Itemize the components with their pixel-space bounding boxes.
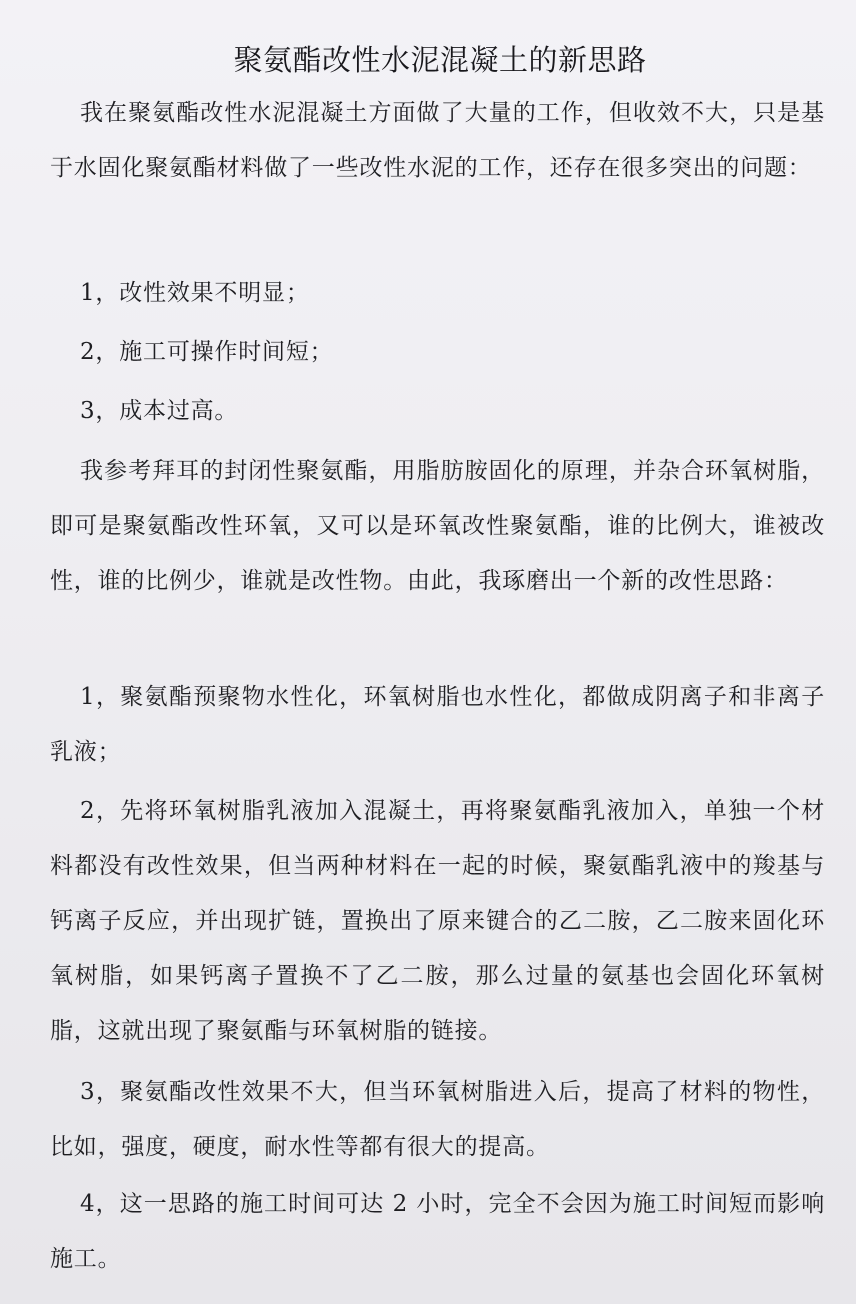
step-item-2: 2，先将环氧树脂乳液加入混凝土，再将聚氨酯乳液加入，单独一个材料都没有改性效果，但当两种材料在一起的时候，聚氨酯乳液中的羧基与钙离子反应，并出现扩链，置换出了原来键合的乙二胺，乙二胺来固化环氧树脂，如果钙离子置换不了乙二胺，那么过量的氨基也会固化环氧树脂，这就出现了聚氨酯与环氧树脂的链接。 [50, 798, 825, 1044]
step-item-1: 1，聚氨酯预聚物水性化，环氧树脂也水性化，都做成阴离子和非离子乳液； [50, 684, 825, 765]
step-item-4: 4，这一思路的施工时间可达 2 小时，完全不会因为施工时间短而影响施工。 [50, 1191, 825, 1272]
problem-item-2: 2，施工可操作时间短； [80, 339, 334, 365]
problem-item-1: 1，改性效果不明显； [80, 280, 310, 306]
intro-paragraph: 我在聚氨酯改性水泥混凝土方面做了大量的工作，但收效不大，只是基于水固化聚氨酯材料做了一些改性水泥的工作，还存在很多突出的问题： [50, 100, 825, 181]
problem-item-3: 3，成本过高。 [80, 398, 239, 424]
document-title: 聚氨酯改性水泥混凝土的新思路 [233, 43, 647, 77]
idea-paragraph: 我参考拜耳的封闭性聚氨酯，用脂肪胺固化的原理，并杂合环氧树脂，即可是聚氨酯改性环氧，又可以是环氧改性聚氨酯，谁的比例大，谁被改性，谁的比例少，谁就是改性物。由此，我琢磨出一个新的改性思路： [50, 458, 825, 594]
step-item-3: 3，聚氨酯改性效果不大，但当环氧树脂进入后，提高了材料的物性，比如，强度，硬度，耐水性等都有很大的提高。 [50, 1079, 825, 1160]
